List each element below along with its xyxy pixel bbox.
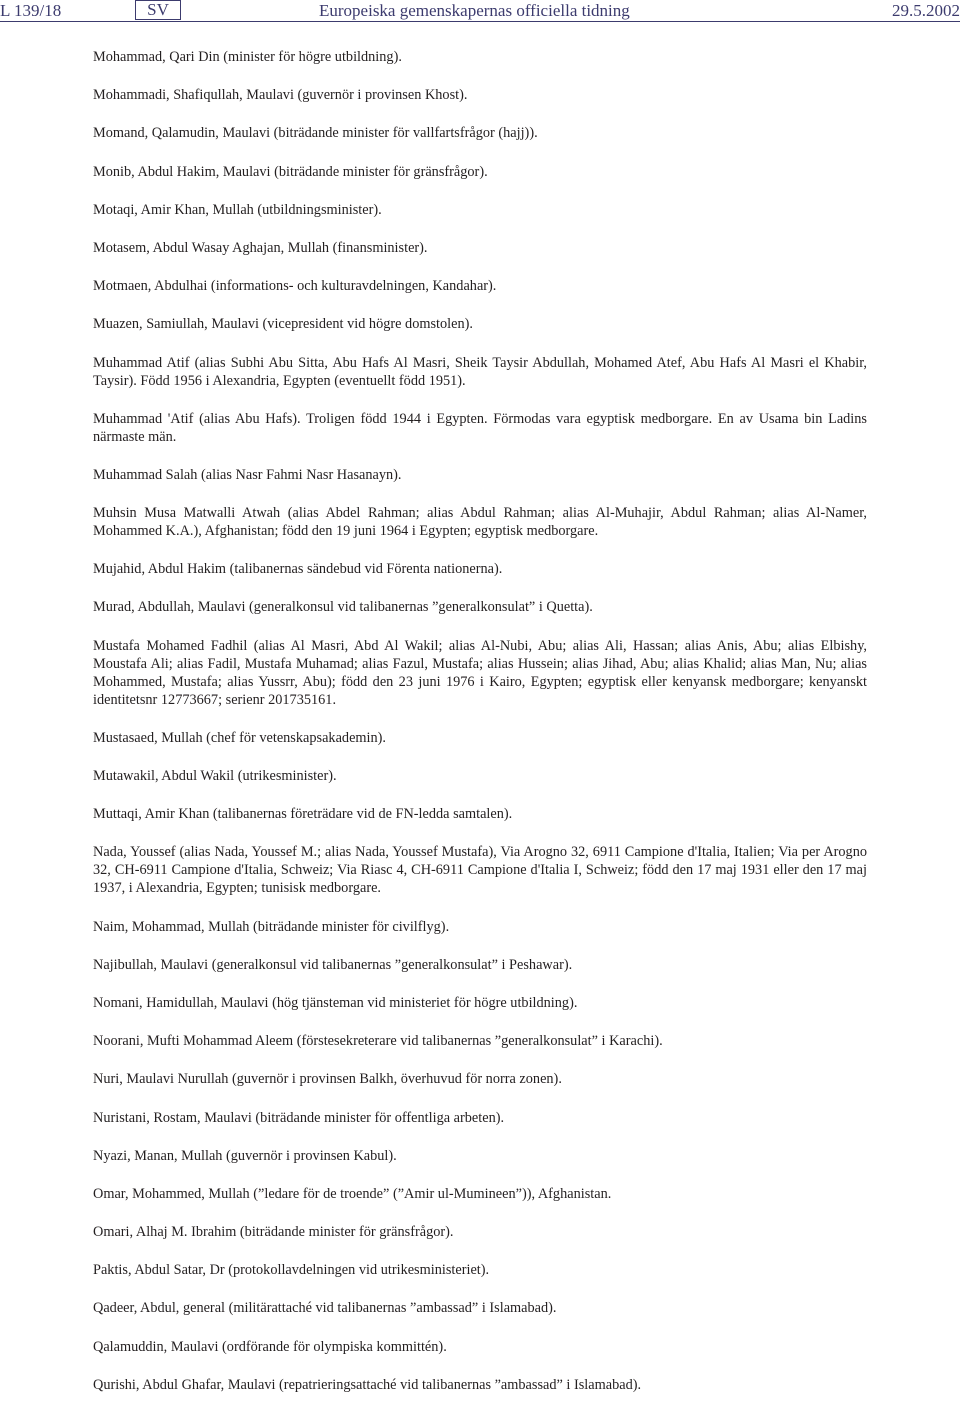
list-item: Mujahid, Abdul Hakim (talibanernas sändebud vid Förenta nationerna).: [93, 561, 503, 578]
list-item: Nada, Youssef (alias Nada, Youssef M.; alias Nada, Youssef Mustafa), Via Arogno 32, 6911 Campione d'Italia, Italien; Via per Arogno 32, CH-6911 Campione d'Italia, Schweiz; Via Riasc 4, CH-6911 Campione d'Italia I, Schweiz; född den 17 maj 1931 eller den 17 maj 1937, i Alexandria, Egypten; tunisisk medborgare.: [93, 844, 867, 897]
list-item: Mustasaed, Mullah (chef för vetenskapsakademin).: [93, 729, 386, 746]
list-item: Nuristani, Rostam, Maulavi (biträdande minister för offentliga arbeten).: [93, 1109, 505, 1126]
list-item: Nuri, Maulavi Nurullah (guvernör i provinsen Balkh, överhuvud för norra zonen).: [93, 1071, 562, 1088]
list-item: Mohammadi, Shafiqullah, Maulavi (guvernör i provinsen Khost).: [93, 87, 468, 104]
list-item: Momand, Qalamudin, Maulavi (biträdande minister för vallfartsfrågor (hajj)).: [93, 125, 538, 142]
list-item: Muhammad Atif (alias Subhi Abu Sitta, Abu Hafs Al Masri, Sheik Taysir Abdullah, Mohamed Atef, Abu Hafs Al Masri el Khabir, Taysir). Född 1956 i Alexandria, Egypten (eventuellt född 1951).: [93, 354, 867, 389]
list-item: Najibullah, Maulavi (generalkonsul vid talibanernas ”generalkonsulat” i Peshawar).: [93, 956, 573, 973]
list-item: Motaqi, Amir Khan, Mullah (utbildningsminister).: [93, 201, 382, 218]
list-item: Mutawakil, Abdul Wakil (utrikesminister).: [93, 768, 337, 784]
publication-date: 29.5.2002: [892, 1, 960, 20]
page-header: [0, 0, 960, 22]
list-item: Motasem, Abdul Wasay Aghajan, Mullah (finansminister).: [93, 239, 428, 256]
list-item: Mustafa Mohamed Fadhil (alias Al Masri, Abd Al Wakil; alias Al-Nubi, Abu; alias Ali, Hassan; alias Anis, Abu; alias Elbishy, Moustafa Ali; alias Fadil, Mustafa Muhamad; alias Fazul, Mustafa; alias Hussein; alias Jihad, Abu; alias Khalid; alias Man, Nu; alias Mohammed, Mustafa; alias Yussrr, Abu); född den 23 juni 1976 i Kairo, Egypten; egyptisk eller kenyansk medborgare; kenyanskt identitetsnr 12773667; serienr 201735161.: [93, 637, 867, 708]
list-item: Nomani, Hamidullah, Maulavi (hög tjänsteman vid ministeriet för högre utbildning).: [93, 994, 578, 1011]
page-reference: L 139/18: [0, 1, 62, 20]
list-item: Muhammad Salah (alias Nasr Fahmi Nasr Hasanayn).: [93, 466, 402, 483]
list-item: Qurishi, Abdul Ghafar, Maulavi (repatrieringsattaché vid talibanernas ”ambassad” i Islamabad).: [93, 1376, 642, 1393]
list-item: Muttaqi, Amir Khan (talibanernas företrädare vid de FN-ledda samtalen).: [93, 806, 513, 823]
list-item: Mohammad, Qari Din (minister för högre utbildning).: [93, 49, 402, 65]
list-item: Qalamuddin, Maulavi (ordförande för olympiska kommittén).: [93, 1338, 447, 1355]
list-item: Naim, Mohammad, Mullah (biträdande minister för civilflyg).: [93, 918, 450, 935]
list-item: Motmaen, Abdulhai (informations- och kulturavdelningen, Kandahar).: [93, 278, 497, 295]
entry-list: [93, 48, 867, 1414]
list-item: Paktis, Abdul Satar, Dr (protokollavdelningen vid utrikesministeriet).: [93, 1262, 490, 1279]
list-item: Muhsin Musa Matwalli Atwah (alias Abdel Rahman; alias Abdul Rahman; alias Al-Muhajir, Abdul Rahman; alias Al-Namer, Mohammed K.A.), Afghanistan; född den 19 juni 1964 i Egypten; egyptisk medborgare.: [93, 505, 867, 540]
list-item: Omar, Mohammed, Mullah (”ledare för de troende” (”Amir ul-Mumineen”)), Afghanistan.: [93, 1185, 612, 1202]
header-rule: [0, 21, 960, 22]
list-item: Murad, Abdullah, Maulavi (generalkonsul vid talibanernas ”generalkonsulat” i Quetta).: [93, 599, 593, 616]
list-item: Omari, Alhaj M. Ibrahim (biträdande minister för gränsfrågor).: [93, 1224, 454, 1241]
list-item: Nyazi, Manan, Mullah (guvernör i provinsen Kabul).: [93, 1147, 397, 1164]
list-item: Qadeer, Abdul, general (militärattaché vid talibanernas ”ambassad” i Islamabad).: [93, 1300, 557, 1317]
journal-title: Europeiska gemenskapernas officiella tidning: [319, 1, 630, 20]
list-item: Muhammad 'Atif (alias Abu Hafs). Troligen född 1944 i Egypten. Förmodas vara egyptisk medborgare. En av Usama bin Ladins närmaste män.: [93, 410, 867, 445]
list-item: Monib, Abdul Hakim, Maulavi (biträdande minister för gränsfrågor).: [93, 163, 488, 180]
list-item: Muazen, Samiullah, Maulavi (vicepresident vid högre domstolen).: [93, 316, 473, 333]
list-item: Noorani, Mufti Mohammad Aleem (förstesekreterare vid talibanernas ”generalkonsulat” i Karachi).: [93, 1033, 663, 1050]
language-code-box: SV: [135, 0, 181, 20]
